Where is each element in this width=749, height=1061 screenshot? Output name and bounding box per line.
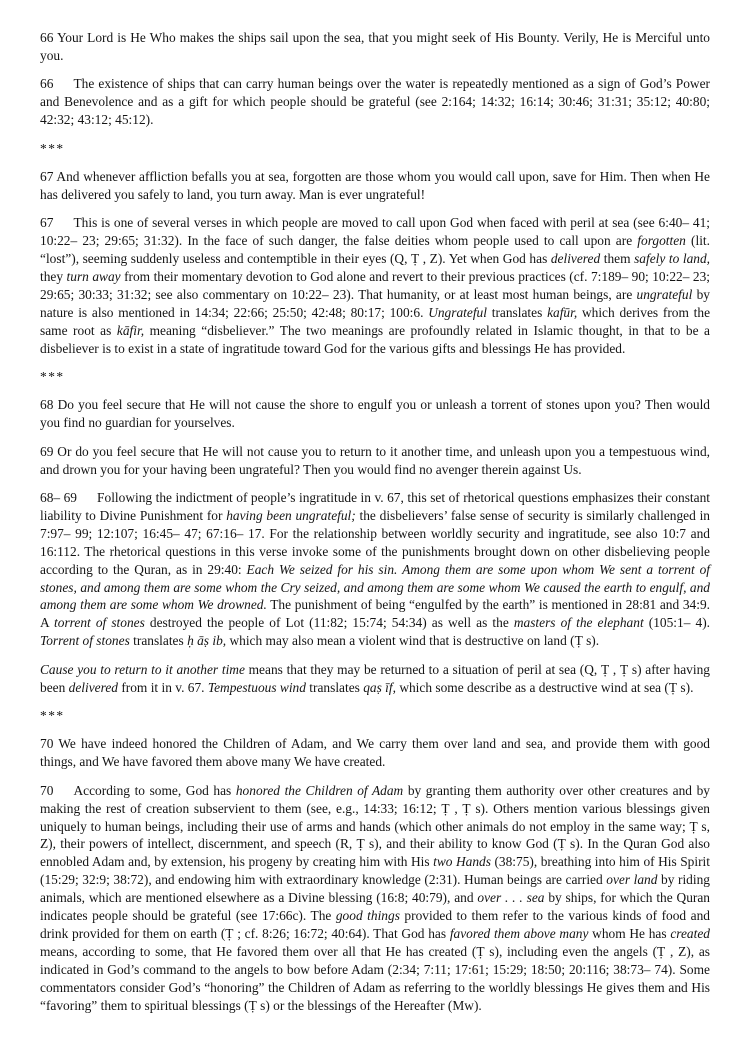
text-run: them — [600, 251, 635, 267]
commentary-paragraph — [40, 661, 710, 697]
text-run: by ships, for which the Quran indicates people should be grateful (see 17:66c). The — [40, 890, 710, 924]
text-run: by nature is also mentioned in 14:34; 22:66; 25:50; 42:48; 80:17; 100:6. — [40, 286, 710, 320]
italic-text-run: masters of the elephant — [513, 615, 644, 631]
italic-text-run: torrent of stones — [54, 615, 145, 631]
commentary-paragraph — [40, 782, 710, 1015]
verse-paragraph — [40, 396, 710, 432]
italic-text-run: Torrent of stones — [40, 633, 130, 649]
text-run: translates — [486, 304, 548, 320]
text-run: from it in v. 67. — [117, 679, 208, 695]
text-run: (105:1– 4). — [643, 615, 711, 631]
text-run: 68– 69 Following the indictment of people’s ingratitude in v. 67, this set of rhetorical questions emphasizes their constant liability to Divine Punishment for — [40, 490, 710, 523]
text-run: translates — [305, 679, 364, 695]
text-run: means that they may be returned to a situation of peril at sea (Q, Ṭ , Ṭ s) after having been — [40, 661, 710, 695]
italic-text-run: delivered — [68, 679, 118, 695]
italic-text-run: created — [670, 925, 710, 941]
text-run: 67 And whenever affliction befalls you at sea, forgotten are those whom you would call upon, save for Him. Then when He has delivered you safely to land, you turn away. Man is ever ungrateful! — [40, 168, 710, 202]
italic-text-run: turn away — [66, 268, 121, 284]
section-separator — [40, 368, 710, 386]
italic-text-run: safely to land, — [634, 251, 710, 267]
text-run: (38:75), breathing into him of His Spirit (15:29; 32:9; 38:72), and endowing him with extraordinary knowledge (2:31). Human beings are carried — [40, 854, 710, 888]
italic-text-run: favored them above many — [449, 925, 589, 941]
text-run: which may also mean a violent wind that is destructive on land (Ṭ s). — [226, 633, 600, 649]
italic-text-run: Cause you to return to it another time — [40, 661, 245, 677]
text-run: (lit. “lost”), seeming suddenly useless and contemptible in their eyes (Q, Ṭ , Z). Yet when God has — [40, 233, 710, 267]
document-body — [40, 29, 710, 1015]
italic-text-run: qaṣ īf, — [363, 679, 396, 695]
verse-paragraph — [40, 735, 710, 771]
italic-text-run: Tempestuous wind — [207, 679, 306, 695]
text-run: translates — [129, 633, 188, 649]
italic-text-run: kāfir, — [116, 322, 145, 338]
italic-text-run: honored the Children of Adam — [235, 782, 404, 798]
italic-text-run: ungrateful — [636, 286, 693, 302]
text-run: 69 Or do you feel secure that He will not cause you to return to it another time, and unleash upon you a tempestuous wind, and drown you for your having been ungrateful? Then you would find no avenger therein against Us. — [40, 443, 710, 477]
text-run: 70 According to some, God has — [40, 782, 236, 798]
text-run: by granting them authority over other creatures and by making the rest of creation subservient to them (see, e.g., 14:33; 16:12; Ṭ , Ṭ s). Others mention various blessings given uniquely to human beings, including their use of arms and hands (which other animals do not employ in the same way; Ṭ s, Z), their powers of intellect, discernment, and speech (R, Ṭ s), and their ability to know God (Ṭ s). In the Quran God also ennobled Adam and, by extension, his progeny by creating him with His — [40, 782, 710, 870]
italic-text-run: Ungrateful — [428, 304, 487, 320]
text-run: 70 We have indeed honored the Children of Adam, and We carry them over land and sea, and provide them with good things, and We have favored them above many We have created. — [40, 736, 710, 770]
italic-text-run: having been ungrateful; — [226, 507, 356, 523]
text-run: they — [40, 268, 67, 284]
section-separator — [40, 707, 710, 725]
commentary-paragraph — [40, 489, 710, 650]
commentary-paragraph — [40, 75, 710, 129]
text-run: 66 The existence of ships that can carry human beings over the water is repeatedly mentioned as a sign of God’s Power and Benevolence and as a gift for which people should be grateful (see 2:164; 14:32; 16:14; 30:46; 31:31; 35:12; 40:80; 42:32; 43:12; 45:12). — [40, 76, 710, 128]
text-run: from their momentary devotion to God alone and revert to their previous practices (cf. 7:189– 90; 10:22– 23; 29:65; 30:33; 31:32; see also commentary on 10:22– 23). That humanity, or at least most human beings, are — [40, 268, 710, 302]
text-run: provided to them refer to the various kinds of food and drink provided for them on earth (Ṭ ; cf. 8:26; 16:72; 40:64). That God has — [40, 908, 710, 941]
commentary-paragraph — [40, 214, 710, 357]
italic-text-run: forgotten — [637, 233, 686, 249]
italic-text-run: kafūr, — [547, 304, 578, 320]
italic-text-run: over land — [606, 872, 658, 888]
text-run: The punishment of being “engulfed by the earth” is mentioned in 28:81 and 34:9. A — [40, 597, 710, 631]
text-run: meaning “disbeliever.” The two meanings are profoundly related in Islamic thought, in that to be a disbeliever is to exist in a state of ingratitude toward God for the various gifts and blessings He has provided. — [40, 322, 711, 356]
text-run: *** — [40, 140, 65, 156]
text-run: means, according to some, that He favored them over all that He has created (Ṭ s), including even the angels (Ṭ , Z), as indicated in God’s command to the angels to bow before Adam (2:34; 7:11; 17:61; 15:29; 18:50; 20:116; 38:73– 74). Some commentators consider God’s “honoring” the Children of Adam as referring to the worldly blessings He gives them and His “favoring” them to spiritual blessings (Ṭ s) or the blessings of the Hereafter (Mw). — [40, 943, 710, 1013]
italic-text-run: over . . . sea — [477, 890, 545, 906]
text-run: destroyed the people of Lot (11:82; 15:74; 54:34) as well as the — [144, 615, 514, 631]
text-run: 66 Your Lord is He Who makes the ships sail upon the sea, that you might seek of His Bounty. Verily, He is Merciful unto you. — [40, 30, 710, 63]
text-run: the disbelievers’ false sense of security is similarly challenged in 7:97– 99; 12:107; 16:45– 47; 67:16– 17. For the relationship between worldly security and ingratitude, see also 10:7 and 16:112. The rhetorical questions in this verse invoke some of the punishments brought down on other disbelieving people according to the Quran, as in 29:40: — [40, 507, 710, 577]
italic-text-run: ḥ āṣ ib, — [187, 633, 227, 649]
text-run: whom He has — [588, 925, 671, 941]
text-run: which some describe as a destructive wind at sea (Ṭ s). — [395, 679, 694, 695]
text-run: *** — [40, 369, 65, 384]
text-run: 67 This is one of several verses in which people are moved to call upon God when faced with peril at sea (see 6:40– 41; 10:22– 23; 29:65; 31:32). In the face of such danger, the false deities whom people used to call upon are — [40, 215, 710, 249]
section-separator — [40, 140, 710, 158]
italic-text-run: good things — [335, 908, 400, 924]
verse-paragraph — [40, 29, 710, 65]
verse-paragraph — [40, 168, 710, 204]
text-run: *** — [40, 708, 65, 723]
italic-text-run: Each We seized for his sin. Among them are some upon whom We sent a torrent of stones, and among them are some whom the Cry seized, and among them are some whom We caused the earth to engulf, and among them are some whom We drowned. — [40, 561, 711, 613]
text-run: by riding animals, which are mentioned elsewhere as a Divine blessing (16:8; 40:79), and — [40, 872, 710, 906]
italic-text-run: delivered — [550, 251, 601, 267]
verse-paragraph — [40, 443, 710, 479]
italic-text-run: two Hands — [433, 854, 491, 870]
text-run: 68 Do you feel secure that He will not cause the shore to engulf you or unleash a torrent of stones upon you? Then would you find no guardian for yourselves. — [40, 397, 710, 431]
text-run: which derives from the same root as — [40, 304, 711, 338]
